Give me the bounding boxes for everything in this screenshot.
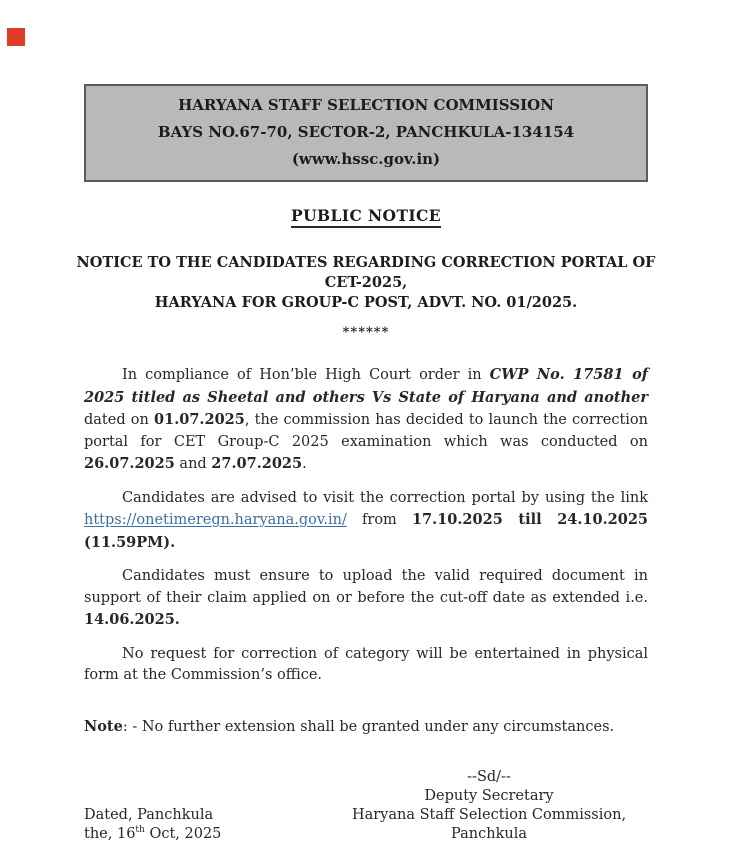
note-text: : - No further extension shall be granted under any circumstances. [122,718,615,735]
note-label: Note [84,717,123,735]
org-website: (www.hssc.gov.in) [291,150,441,168]
signatory-sd: --Sd/-- [467,768,511,785]
public-notice-row [84,206,648,228]
paragraph-portal-link [84,488,648,555]
public-notice-heading: PUBLIC NOTICE [291,206,441,228]
notice-title-line2: HARYANA FOR GROUP-C POST, ADVT. NO. 01/2025. [154,294,578,311]
p3-text: Candidates must ensure to upload the valid required document in support of their claim applied on or before the cut-off date as extended i.e. [84,568,648,606]
p1-case-reference: CWP No. 17581 of 2025 titled as Sheetal and others Vs State of Haryana and another [84,366,648,406]
p1-exam-date-1: 26.07.2025 [84,455,175,472]
org-address: BAYS NO.67-70, SECTOR-2, PANCHKULA-134154 [157,123,575,141]
signature-date: the, 16th Oct, 2025 [84,824,222,842]
signatory-block [349,768,629,844]
signature-date-block [84,806,314,844]
p1-text: and [174,456,212,472]
date-ordinal-sup: th [135,824,145,835]
p4-text: No request for correction of category will be entertained in physical form at the Commission’s office. [84,645,648,683]
p2-text: from [346,512,412,528]
notice-title [70,253,662,313]
note-line [84,716,648,738]
red-marker [7,28,25,46]
p2-portal-dates: 17.10.2025 till 24.10.2025 (11.59PM). [84,511,649,551]
signature-block [84,768,648,844]
paragraph-compliance [84,364,648,476]
p1-exam-date-2: 27.07.2025 [211,455,303,472]
p2-text: Candidates are advised to visit the correction portal by using the link [122,489,648,506]
document-content [76,84,656,844]
star-divider: ****** [342,325,390,340]
signatory-org: Haryana Staff Selection Commission, [351,806,627,823]
p1-text: , the commission has decided to launch the correction portal for CET Group-C 2025 examination which was conducted on [84,412,648,450]
paragraph-documents [84,566,648,632]
paragraph-no-physical [84,644,648,687]
p1-order-date: 01.07.2025 [154,411,245,428]
signatory-location: Panchkula [451,825,527,842]
p1-text: In compliance of Hon’ble High Court order in [122,367,490,383]
signature-place: Dated, Panchkula [84,806,214,823]
notice-title-line1: NOTICE TO THE CANDIDATES REGARDING CORRECTION PORTAL OF CET-2025, [76,254,656,291]
org-name: HARYANA STAFF SELECTION COMMISSION [178,96,554,114]
p3-cutoff-date: 14.06.2025. [84,611,180,628]
letterhead-box [84,84,648,182]
correction-portal-link[interactable]: https://onetimeregn.haryana.gov.in/ [84,512,347,528]
p1-text: . [302,456,307,472]
p1-text: dated on [84,412,155,428]
signatory-designation: Deputy Secretary [424,787,554,804]
